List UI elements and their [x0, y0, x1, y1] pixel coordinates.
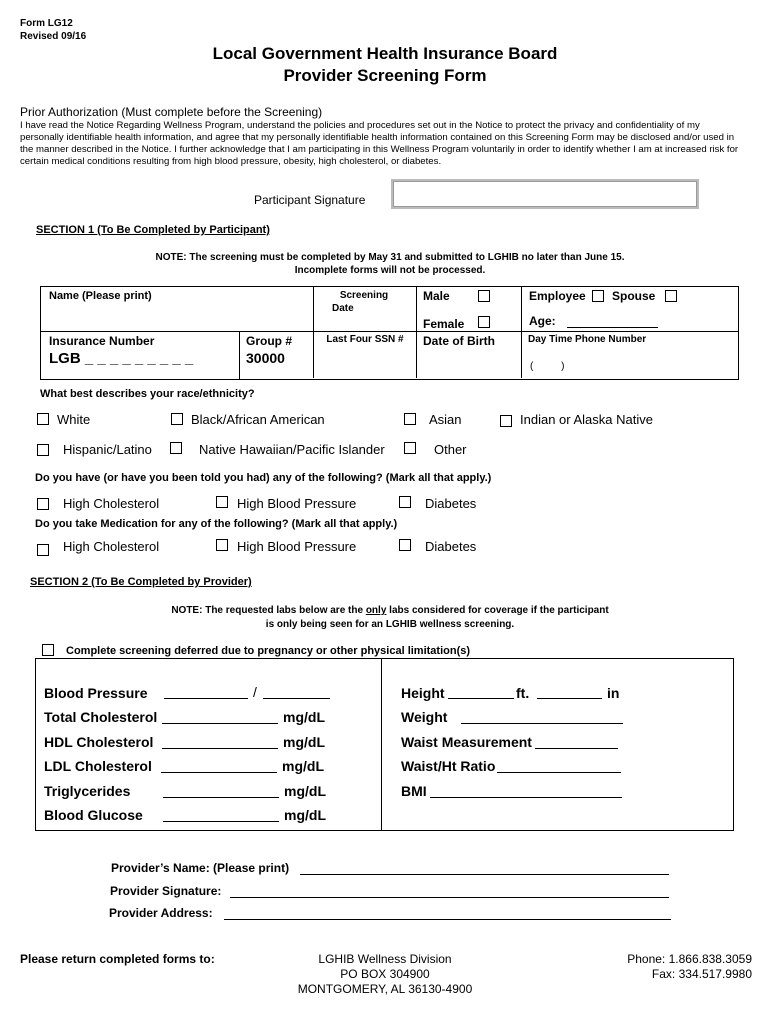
triglycerides-field[interactable]	[163, 783, 279, 798]
med-bp-checkbox[interactable]	[216, 539, 228, 551]
med-bp-label: High Blood Pressure	[237, 539, 357, 554]
hdl-field[interactable]	[162, 734, 278, 749]
provider-address-field[interactable]	[224, 906, 671, 920]
race-native-label: Indian or Alaska Native	[520, 412, 653, 427]
provider-signature-field[interactable]	[230, 884, 669, 898]
section2-note-line1: NOTE: The requested labs below are the only labs considered for coverage if the participant	[171, 605, 609, 616]
medication-question: Do you take Medication for any of the following? (Mark all that apply.)	[35, 518, 398, 530]
age-label: Age:	[529, 314, 556, 328]
race-hawaiian-checkbox[interactable]	[170, 442, 182, 454]
bp-systolic-field[interactable]	[164, 684, 248, 699]
bp-slash: /	[253, 684, 257, 700]
waist-field[interactable]	[535, 734, 618, 749]
race-question: What best describes your race/ethnicity?	[40, 388, 255, 400]
triglycerides-label: Triglycerides	[44, 783, 131, 799]
height-in-label: in	[607, 685, 620, 701]
blood-glucose-field[interactable]	[163, 807, 279, 822]
bmi-label: BMI	[401, 783, 427, 799]
blood-glucose-label: Blood Glucose	[44, 807, 143, 823]
cond-bp-checkbox[interactable]	[216, 496, 228, 508]
form-revision: Revised 09/16	[20, 31, 87, 42]
section2-note-line2: is only being seen for an LGHIB wellness screening.	[265, 619, 515, 630]
insurance-number-value[interactable]: LGB _ _ _ _ _ _ _ _ _	[49, 350, 194, 367]
blood-pressure-label: Blood Pressure	[44, 685, 148, 701]
spouse-label: Spouse	[612, 289, 656, 303]
race-hispanic-label: Hispanic/Latino	[63, 442, 152, 457]
return-city: MONTGOMERY, AL 36130-4900	[297, 982, 473, 996]
med-diabetes-label: Diabetes	[425, 539, 477, 554]
ssn-label: Last Four SSN #	[326, 334, 404, 345]
cond-cholesterol-label: High Cholesterol	[63, 496, 160, 511]
med-cholesterol-checkbox[interactable]	[37, 544, 49, 556]
section2-heading: SECTION 2 (To Be Completed by Provider)	[30, 576, 252, 588]
conditions-question: Do you have (or have you been told you had) any of the following? (Mark all that apply.)	[35, 472, 492, 484]
total-cholesterol-field[interactable]	[162, 709, 278, 724]
race-black-label: Black/African American	[191, 412, 325, 427]
phone-field[interactable]: ( )	[530, 361, 565, 372]
name-label: Name (Please print)	[49, 290, 152, 302]
screening-date-label: Screening	[339, 290, 389, 301]
ldl-label: LDL Cholesterol	[44, 758, 152, 774]
cond-diabetes-label: Diabetes	[425, 496, 477, 511]
hdl-label: HDL Cholesterol	[44, 734, 154, 750]
insurance-number-label: Insurance Number	[49, 334, 155, 348]
ldl-field[interactable]	[161, 758, 277, 773]
provider-name-label: Provider’s Name: (Please print)	[111, 861, 290, 875]
race-hispanic-checkbox[interactable]	[37, 444, 49, 456]
prior-auth-heading: Prior Authorization (Must complete before the Screening)	[20, 105, 323, 119]
blood-glucose-unit: mg/dL	[284, 807, 326, 823]
waist-label: Waist Measurement	[401, 734, 532, 750]
race-black-checkbox[interactable]	[171, 413, 183, 425]
page-subtitle: Provider Screening Form	[283, 66, 487, 85]
weight-label: Weight	[401, 709, 448, 725]
prior-auth-body: I have read the Notice Regarding Wellness Program, understand the policies and procedures set out in the Notice to protect the privacy and confidentiality of my personally identifiable health information, and agree that my personally identifiable health information contained on this Screening Form may be disclosed and/or used in the manner described in the Notice. I further acknowledge that I am participating in this Wellness Program voluntarily in order to identify whether I am at increased risk for certain medical conditions resulting from high blood pressure, obesity, high cholesterol, or diabetes.	[20, 120, 739, 167]
dob-label: Date of Birth	[423, 334, 495, 348]
weight-field[interactable]	[461, 709, 623, 724]
phone-label: Day Time Phone Number	[528, 334, 647, 345]
height-in-field[interactable]	[537, 684, 602, 699]
deferred-label: Complete screening deferred due to pregnancy or other physical limitation(s)	[66, 645, 471, 657]
provider-name-field[interactable]	[300, 861, 669, 875]
race-asian-checkbox[interactable]	[404, 413, 416, 425]
race-white-label: White	[57, 412, 91, 427]
section1-heading: SECTION 1 (To Be Completed by Participant)	[36, 224, 270, 236]
deferred-checkbox[interactable]	[42, 644, 54, 656]
section1-note-line2: Incomplete forms will not be processed.	[294, 265, 486, 276]
med-diabetes-checkbox[interactable]	[399, 539, 411, 551]
waist-ht-label: Waist/Ht Ratio	[401, 758, 496, 774]
group-number-value: 30000	[246, 350, 285, 366]
height-ft-label: ft.	[516, 685, 530, 701]
bmi-field[interactable]	[430, 783, 622, 798]
participant-signature-field[interactable]	[391, 179, 699, 209]
race-white-checkbox[interactable]	[37, 413, 49, 425]
race-other-label: Other	[434, 442, 467, 457]
waist-ht-field[interactable]	[497, 758, 621, 773]
triglycerides-unit: mg/dL	[284, 783, 326, 799]
group-number-label: Group #	[246, 334, 293, 348]
provider-signature-label: Provider Signature:	[110, 884, 222, 898]
age-field[interactable]	[567, 314, 658, 328]
employee-checkbox[interactable]	[592, 290, 604, 302]
participant-signature-label: Participant Signature	[254, 193, 366, 207]
return-po-box: PO BOX 304900	[340, 967, 430, 981]
spouse-checkbox[interactable]	[665, 290, 677, 302]
provider-address-label: Provider Address:	[109, 906, 213, 920]
male-label: Male	[423, 289, 450, 303]
race-native-checkbox[interactable]	[500, 415, 512, 427]
cond-bp-label: High Blood Pressure	[237, 496, 357, 511]
race-other-checkbox[interactable]	[404, 442, 416, 454]
form-id: Form LG12	[20, 18, 73, 29]
contact-fax: Fax: 334.517.9980	[651, 967, 752, 981]
female-checkbox[interactable]	[478, 316, 490, 328]
race-hawaiian-label: Native Hawaiian/Pacific Islander	[199, 442, 385, 457]
hdl-unit: mg/dL	[283, 734, 325, 750]
cond-cholesterol-checkbox[interactable]	[37, 498, 49, 510]
page-title: Local Government Health Insurance Board	[212, 44, 558, 63]
male-checkbox[interactable]	[478, 290, 490, 302]
total-cholesterol-label: Total Cholesterol	[44, 709, 158, 725]
screening-date-label-2: Date	[332, 303, 354, 314]
employee-label: Employee	[529, 289, 586, 303]
ldl-unit: mg/dL	[282, 758, 324, 774]
height-label: Height	[401, 685, 445, 701]
return-org: LGHIB Wellness Division	[318, 952, 452, 966]
female-label: Female	[423, 317, 465, 331]
return-label: Please return completed forms to:	[20, 952, 215, 966]
height-ft-field[interactable]	[448, 684, 514, 699]
med-cholesterol-label: High Cholesterol	[63, 539, 160, 554]
bp-diastolic-field[interactable]	[263, 684, 330, 699]
race-asian-label: Asian	[429, 412, 462, 427]
contact-phone: Phone: 1.866.838.3059	[627, 952, 752, 966]
section1-note-line1: NOTE: The screening must be completed by May 31 and submitted to LGHIB no later than June 15.	[155, 252, 625, 263]
cond-diabetes-checkbox[interactable]	[399, 496, 411, 508]
total-cholesterol-unit: mg/dL	[283, 709, 325, 725]
